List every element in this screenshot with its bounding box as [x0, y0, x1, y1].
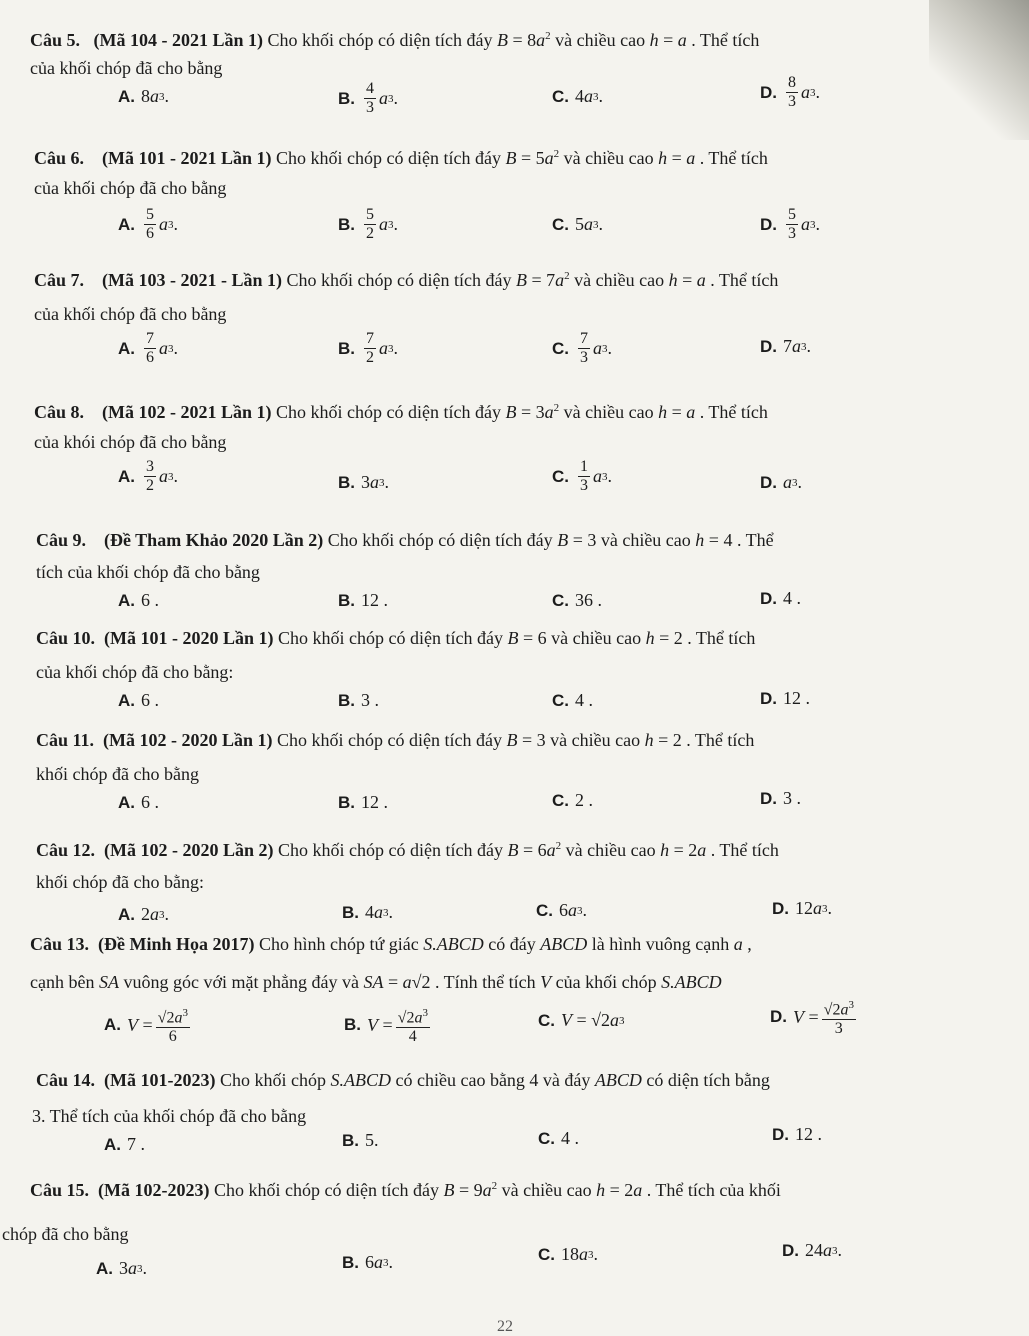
- q14-stem: Câu 14. (Mã 101-2023) Cho khối chóp S.ABCD có chiều cao bằng 4 và đáy ABCD có diện tích bằng: [36, 1070, 770, 1090]
- q9-option-b[interactable]: B. 12 .: [338, 590, 388, 610]
- q5-option-a[interactable]: A. 8 a 3 .: [118, 86, 169, 106]
- q14-option-a[interactable]: A. 7 .: [104, 1134, 145, 1154]
- q7-stem: Câu 7. (Mã 103 - 2021 - Lần 1) Cho khối chóp có diện tích đáy $B = 7a^2$ và chiều cao h = a . Thể tích: [34, 270, 779, 290]
- q11-option-a[interactable]: A. 6 .: [118, 792, 159, 812]
- q15-option-c[interactable]: C. 18 a 3 .: [538, 1244, 598, 1264]
- q12-stem-2: khối chóp đã cho bằng:: [36, 872, 204, 892]
- q14-option-b[interactable]: B. 5.: [342, 1130, 379, 1150]
- q15-option-b[interactable]: B. 6 a 3 .: [342, 1252, 393, 1272]
- q15-stem: Câu 15. (Mã 102-2023) Cho khối chóp có diện tích đáy $B = 9a^2$ và chiều cao h = 2a . Thể tích của khối: [30, 1180, 781, 1200]
- q8-option-a[interactable]: A. $\frac{3}{2}$ a 3 .: [118, 458, 178, 494]
- q5-option-c[interactable]: C. 4 a 3 .: [552, 86, 603, 106]
- q8-option-b[interactable]: B. 3 a 3 .: [338, 472, 389, 492]
- q11-stem: Câu 11. (Mã 102 - 2020 Lần 1) Cho khối chóp có diện tích đáy B = 3 và chiều cao h = 2 . Thể tích: [36, 730, 755, 750]
- q8-option-d[interactable]: D. a 3 .: [760, 472, 802, 492]
- q12-option-d[interactable]: D. 12 a 3 .: [772, 898, 832, 918]
- q13-option-b[interactable]: B. V = $\frac{√2a^3}{4}$: [344, 1004, 433, 1046]
- q11-option-d[interactable]: D. 3 .: [760, 788, 801, 808]
- q14-option-c[interactable]: C. 4 .: [538, 1128, 579, 1148]
- q12-stem: Câu 12. (Mã 102 - 2020 Lần 2) Cho khối chóp có diện tích đáy $B = 6a^2$ và chiều cao h = 2a . Thể tích: [36, 840, 779, 860]
- q9-option-c[interactable]: C. 36 .: [552, 590, 602, 610]
- q9-stem: Câu 9. (Đề Tham Khảo 2020 Lần 2) Cho khối chóp có diện tích đáy B = 3 và chiều cao h = 4 . Thể: [36, 530, 774, 550]
- q5-stem-2: của khối chóp đã cho bằng: [30, 58, 223, 78]
- q7-option-d[interactable]: D. 7 a 3 .: [760, 336, 811, 356]
- q7-option-b[interactable]: B. $\frac{7}{2}$ a 3 .: [338, 330, 398, 366]
- q11-option-b[interactable]: B. 12 .: [338, 792, 388, 812]
- q5-option-b[interactable]: B. $\frac{4}{3}$ a 3 .: [338, 80, 398, 116]
- q6-stem-2: của khối chóp đã cho bằng: [34, 178, 227, 198]
- q9-option-a[interactable]: A. 6 .: [118, 590, 159, 610]
- q6-option-b[interactable]: B. $\frac{5}{2}$ a 3 .: [338, 206, 398, 242]
- q10-stem-2: của khối chóp đã cho bằng:: [36, 662, 234, 682]
- q6-option-d[interactable]: D. $\frac{5}{3}$ a 3 .: [760, 206, 820, 242]
- page-number: 22: [497, 1318, 513, 1335]
- q5-stem: Câu 5. (Mã 104 - 2021 Lần 1) Cho khối chóp có diện tích đáy $B = 8a^2$ và chiều cao h = a . Thể tích: [30, 30, 760, 50]
- q12-option-c[interactable]: C. 6 a 3 .: [536, 900, 587, 920]
- q10-option-a[interactable]: A. 6 .: [118, 690, 159, 710]
- q15-option-d[interactable]: D. 24 a 3 .: [782, 1240, 842, 1260]
- q9-option-d[interactable]: D. 4 .: [760, 588, 801, 608]
- q13-option-a[interactable]: A. V = $\frac{√2a^3}{6}$: [104, 1004, 193, 1046]
- q13-stem: Câu 13. (Đề Minh Họa 2017) Cho hình chóp tứ giác S.ABCD có đáy ABCD là hình vuông cạnh a ,: [30, 934, 752, 954]
- q7-stem-2: của khối chóp đã cho bằng: [34, 304, 227, 324]
- q7-option-a[interactable]: A. $\frac{7}{6}$ a 3 .: [118, 330, 178, 366]
- q14-option-d[interactable]: D. 12 .: [772, 1124, 822, 1144]
- q14-stem-2: 3. Thể tích của khối chóp đã cho bằng: [32, 1106, 307, 1126]
- q12-option-b[interactable]: B. 4 a 3 .: [342, 902, 393, 922]
- q10-option-d[interactable]: D. 12 .: [760, 688, 810, 708]
- q6-stem: Câu 6. (Mã 101 - 2021 Lần 1) Cho khối chóp có diện tích đáy $B = 5a^2$ và chiều cao h = a . Thể tích: [34, 148, 768, 168]
- q10-option-c[interactable]: C. 4 .: [552, 690, 593, 710]
- q8-stem-2: của khói chóp đã cho bằng: [34, 432, 227, 452]
- q10-option-b[interactable]: B. 3 .: [338, 690, 379, 710]
- q13-option-d[interactable]: D. V = $\frac{√2a^3}{3}$: [770, 996, 859, 1038]
- q8-stem: Câu 8. (Mã 102 - 2021 Lần 1) Cho khối chóp có diện tích đáy $B = 3a^2$ và chiều cao h = a . Thể tích: [34, 402, 768, 422]
- q9-stem-2: tích của khối chóp đã cho bằng: [36, 562, 260, 582]
- q12-option-a[interactable]: A. 2 a 3 .: [118, 904, 169, 924]
- q6-option-c[interactable]: C. 5 a 3 .: [552, 214, 603, 234]
- q6-option-a[interactable]: A. $\frac{5}{6}$ a 3 .: [118, 206, 178, 242]
- page-corner-shadow: [929, 0, 1029, 140]
- q11-stem-2: khối chóp đã cho bằng: [36, 764, 199, 784]
- q7-option-c[interactable]: C. $\frac{7}{3}$ a 3 .: [552, 330, 612, 366]
- q8-option-c[interactable]: C. $\frac{1}{3}$ a 3 .: [552, 458, 612, 494]
- q5-option-d[interactable]: D. $\frac{8}{3}$ a 3 .: [760, 74, 820, 110]
- q13-stem-2: cạnh bên SA vuông góc với mặt phẳng đáy và SA = a√2 . Tính thể tích V của khối chóp S.ABCD: [30, 972, 722, 992]
- q15-option-a[interactable]: A. 3 a 3 .: [96, 1258, 147, 1278]
- q13-option-c[interactable]: C. V = √2 a 3: [538, 1010, 625, 1030]
- q10-stem: Câu 10. (Mã 101 - 2020 Lần 1) Cho khối chóp có diện tích đáy B = 6 và chiều cao h = 2 . Thể tích: [36, 628, 756, 648]
- q15-stem-2: chóp đã cho bằng: [2, 1224, 129, 1244]
- q11-option-c[interactable]: C. 2 .: [552, 790, 593, 810]
